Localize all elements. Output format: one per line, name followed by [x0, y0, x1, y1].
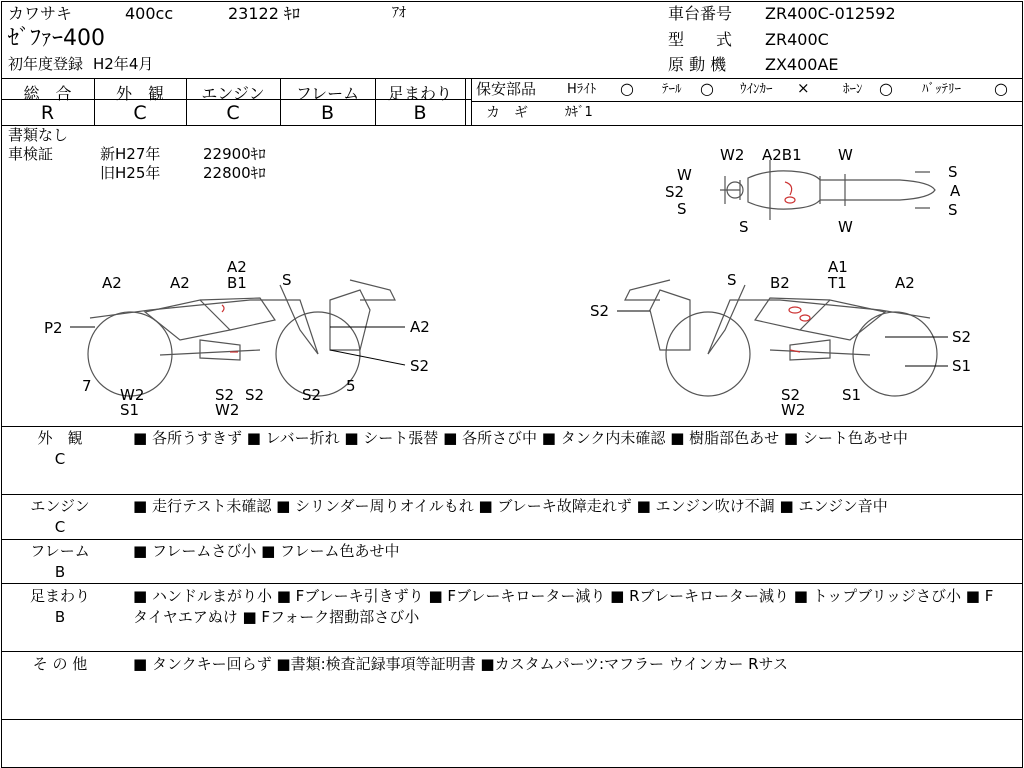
displacement: 400cc	[125, 4, 174, 23]
diag-label: B2	[770, 274, 790, 292]
safety-tail-mark: ○	[700, 79, 714, 98]
safety-battery-mark: ○	[994, 79, 1008, 98]
diag-label: W2	[215, 401, 240, 419]
inspection-new-label: 新H27年	[100, 145, 161, 163]
diag-label: A2	[227, 258, 247, 276]
diag-label: B1	[227, 274, 247, 292]
grade-frame-label: フレーム	[295, 84, 360, 103]
diag-label: T1	[828, 274, 847, 292]
diag-label: A2	[895, 274, 915, 292]
diag-label: A2	[410, 318, 430, 336]
grade-suspension-value: B	[413, 102, 427, 124]
grade-exterior-label: 外 観	[115, 84, 164, 103]
diagram-labels	[44, 146, 971, 419]
safety-horn-mark: ○	[879, 79, 893, 98]
grade-engine-value: C	[226, 102, 240, 124]
top-view-bike	[720, 160, 935, 220]
remark-other-text: ■ タンクキー回らず ■書類:検査記録事項等証明書 ■カスタムパーツ:マフラー ウインカー Rサス	[133, 655, 788, 673]
diag-label: A2B1	[762, 146, 802, 164]
diag-label: W2	[781, 401, 806, 419]
diag-label: A2	[102, 274, 122, 292]
diag-label: A2	[170, 274, 190, 292]
remark-frame-grade: B	[54, 563, 66, 581]
inspection-old-label: 旧H25年	[100, 164, 161, 182]
safety-winker-mark: ×	[797, 79, 810, 97]
diag-label: S2	[781, 386, 801, 404]
remarks-line	[1, 494, 1023, 495]
grade-exterior-value: C	[133, 102, 147, 124]
remark-engine-text: ■ 走行テスト未確認 ■ シリンダー周りオイルもれ ■ ブレーキ故障走れず ■ エンジン吹け不調 ■ エンジン音中	[133, 497, 888, 515]
diag-label: 5	[346, 377, 356, 395]
grade-overall-label: 総 合	[23, 84, 72, 103]
safety-tail: ﾃｰﾙ	[662, 82, 682, 97]
type-label: 型 式	[668, 30, 733, 49]
inspection-old-value: 22800ｷﾛ	[203, 164, 266, 182]
engine-label: 原 動 機	[668, 55, 727, 74]
diag-label: S2	[665, 183, 685, 201]
remarks-line	[1, 539, 1023, 540]
no-docs: 書類なし	[8, 126, 69, 144]
safety-horn: ﾎｰﾝ	[843, 82, 863, 97]
grade-frame-value: B	[320, 102, 335, 124]
remark-exterior-title: 外 観	[37, 429, 83, 447]
grade-table-top	[1, 78, 1023, 79]
safety-battery: ﾊﾞｯﾃﾘｰ	[922, 82, 961, 97]
diag-label: S1	[952, 357, 972, 375]
safety-headlight: Hﾗｲﾄ	[567, 82, 597, 97]
mileage: 23122 ｷﾛ	[228, 4, 300, 23]
remark-other-title: そ の 他	[32, 655, 88, 673]
diag-label: W	[677, 166, 692, 184]
diag-label: S	[739, 218, 749, 236]
diag-label: S2	[590, 302, 610, 320]
grade-suspension-label: 足まわり	[387, 84, 452, 103]
diag-label: A1	[828, 258, 848, 276]
engine-value: ZX400AE	[765, 55, 839, 74]
remark-frame-title: フレーム	[30, 542, 90, 560]
grade-divider	[471, 78, 472, 125]
diag-label: W	[838, 146, 853, 164]
diag-label: S	[727, 271, 737, 289]
remark-engine-grade: C	[54, 518, 66, 536]
safety-mid	[471, 101, 1023, 102]
diag-label: S	[677, 200, 687, 218]
right-view-bike	[625, 280, 937, 396]
diag-label: S	[948, 163, 958, 181]
remarks-line	[1, 583, 1023, 584]
damage-diagram	[0, 126, 1024, 426]
grade-divider	[465, 78, 466, 125]
inspection-label: 車検証	[8, 145, 54, 163]
grade-engine-label: エンジン	[201, 84, 265, 103]
model-name: ｾﾞﾌｧｰ400	[8, 26, 105, 51]
diag-label: P2	[44, 319, 63, 337]
key-value: ｶｷﾞ1	[565, 105, 593, 120]
remark-exterior-text: ■ 各所うすきず ■ レバー折れ ■ シート張替 ■ 各所さび中 ■ タンク内未確認 ■ 樹脂部色あせ ■ シート色あせ中	[133, 429, 908, 447]
remark-suspension-text: ■ ハンドルまがり小 ■ Fブレーキ引きずり ■ Fブレーキローター減り ■ Rブレーキローター減り ■ トップブリッジさび小 ■ Fタイヤエアぬけ ■ Fフォーク摺動部さび小	[133, 587, 994, 626]
diag-label: S2	[410, 357, 430, 375]
diag-label: S	[282, 271, 292, 289]
remarks-top	[1, 426, 1023, 427]
key-label: カ ギ	[486, 105, 528, 121]
remarks-line	[1, 651, 1023, 652]
diag-label: S2	[952, 328, 972, 346]
grade-overall-value: R	[40, 102, 55, 124]
inspection-new-value: 22900ｷﾛ	[203, 145, 266, 163]
color: ｱｵ	[392, 5, 406, 21]
diag-label: S1	[842, 386, 862, 404]
safety-label: 保安部品	[476, 80, 537, 98]
frame-no-label: 車台番号	[668, 4, 733, 23]
diag-label: S	[948, 201, 958, 219]
remark-engine-title: エンジン	[30, 497, 90, 515]
maker: カワサキ	[8, 4, 73, 23]
diag-label: W2	[120, 386, 145, 404]
diag-label: A	[950, 182, 961, 200]
diag-label: W2	[720, 146, 745, 164]
diag-label: 7	[82, 377, 92, 395]
diag-label: S2	[302, 386, 322, 404]
frame-no-value: ZR400C-012592	[765, 4, 896, 23]
first-reg-value: H2年4月	[93, 55, 154, 73]
remark-frame-text: ■ フレームさび小 ■ フレーム色あせ中	[133, 542, 400, 560]
safety-winker: ｳｲﾝｶｰ	[740, 82, 773, 97]
remarks-line	[1, 719, 1023, 720]
diag-label: S2	[245, 386, 265, 404]
remark-suspension-grade: B	[54, 608, 66, 626]
remark-suspension-title: 足まわり	[29, 587, 90, 605]
type-value: ZR400C	[765, 30, 829, 49]
first-reg-label: 初年度登録	[8, 55, 84, 73]
diag-label: W	[838, 218, 853, 236]
diag-label: S2	[215, 386, 235, 404]
remark-exterior-grade: C	[54, 450, 66, 468]
safety-headlight-mark: ○	[620, 79, 634, 98]
diag-label: S1	[120, 401, 140, 419]
